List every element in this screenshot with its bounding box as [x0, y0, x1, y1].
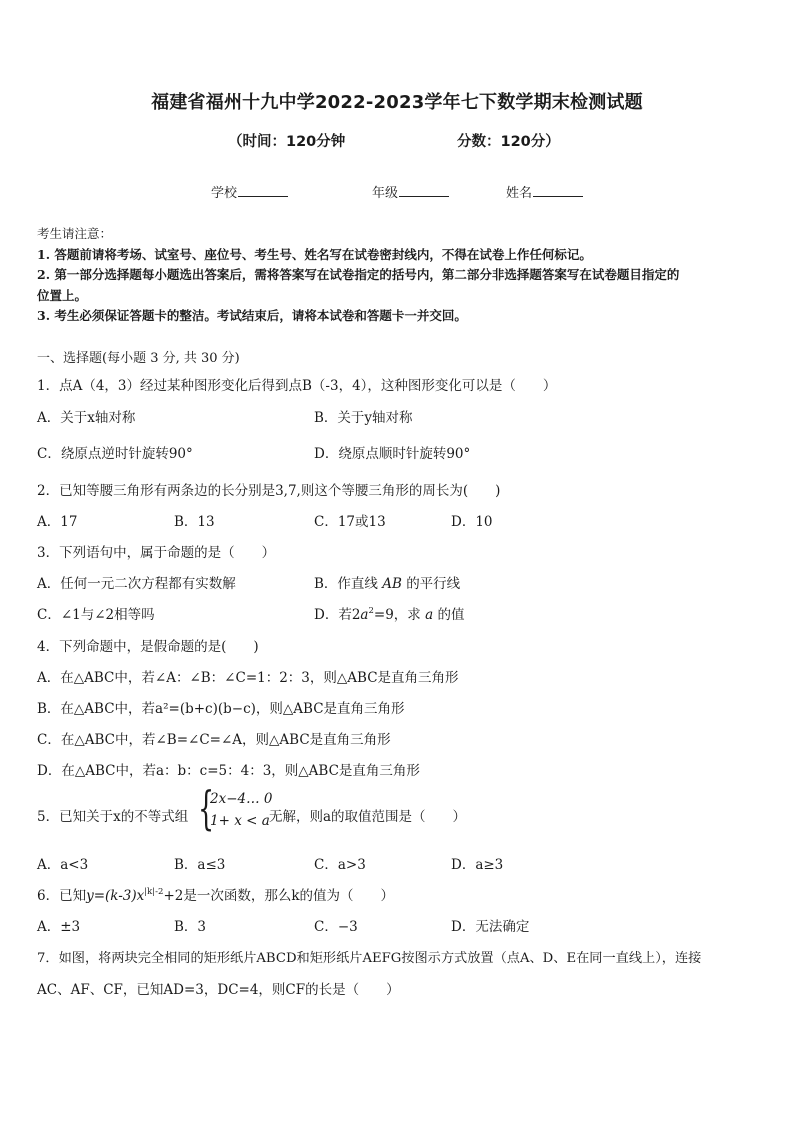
school-field[interactable]: [211, 182, 288, 201]
school-label: 学校: [211, 186, 238, 201]
q3-option-d-sup: 2: [368, 606, 374, 616]
exam-notice: [37, 224, 762, 327]
q4-option-a: A．在△ABC中，若∠A：∠B：∠C=1：2：3，则△ABC是直角三角形: [37, 670, 459, 686]
q5-inequality-2: 1+ x < a: [210, 813, 270, 829]
q3-option-b-text1: B．作直线: [314, 576, 378, 592]
q2-option-c: C．17或13: [314, 514, 386, 530]
section-heading: 一、选择题(每小题 3 分, 共 30 分): [37, 351, 240, 366]
q3-option-d-text2: =9，求: [373, 607, 421, 623]
q3-option-d-text3: 的值: [437, 607, 465, 623]
q3-option-b: [314, 572, 460, 592]
q3-option-a: A．任何一元二次方程都有实数解: [37, 576, 236, 592]
q5-inequality-system: [198, 781, 273, 835]
q5-inequality-1: 2x−4… 0: [210, 791, 273, 807]
notice-item-3: 3. 考生必须保证答题卡的整洁。考试结束后，请将本试卷和答题卡一并交回。: [37, 308, 467, 323]
q1-option-a: A．关于x轴对称: [37, 410, 136, 426]
q5-option-d: D．a≥3: [451, 857, 504, 873]
q6-stem: [37, 884, 394, 904]
q3-option-c: C．∠1与∠2相等吗: [37, 607, 155, 623]
q1-option-d: D．绕原点顺时针旋转90°: [314, 446, 471, 462]
q3-option-d-var2: a: [425, 607, 434, 623]
name-field[interactable]: [506, 182, 583, 201]
grade-label: 年级: [372, 186, 399, 201]
notice-item-2-cont: 位置上。: [37, 287, 88, 303]
q7-stem-line-1: 7．如图，将两块完全相同的矩形纸片ABCD和矩形纸片AEFG按图示方式放置（点A、D、E在同一直线上），连接: [37, 951, 702, 966]
q2-option-d: D．10: [451, 514, 493, 530]
q5-stem-end: 无解，则a的取值范围是（ ）: [269, 809, 467, 825]
q5-stem-start: 5．已知关于x的不等式组: [37, 809, 189, 825]
q6-stem-start: 6．已知: [37, 888, 87, 904]
q4-stem: 4．下列命题中，是假命题的是( ): [37, 639, 259, 655]
notice-item-2: 2. 第一部分选择题每小题选出答案后，需将答案写在试卷指定的括号内，第二部分非选择题答案写在试卷题目指定的: [37, 267, 680, 282]
q5-option-c: C．a>3: [314, 857, 366, 873]
q2-option-a: A．17: [37, 514, 78, 530]
q7-stem-line-2: AC、AF、CF，已知AD=3，DC=4，则CF的长是（ ）: [37, 982, 400, 998]
q5-option-a: A．a<3: [37, 857, 89, 873]
q6-expression: y=(k-3)x: [86, 888, 145, 904]
q4-option-c: C．在△ABC中，若∠B=∠C=∠A，则△ABC是直角三角形: [37, 732, 391, 748]
q4-option-d: D．在△ABC中，若a：b：c=5：4：3，则△ABC是直角三角形: [37, 763, 420, 779]
q3-option-b-var: AB: [382, 576, 402, 592]
q1-option-b: B．关于y轴对称: [314, 410, 413, 426]
q3-stem: 3．下列语句中，属于命题的是（ ）: [37, 545, 276, 561]
school-blank[interactable]: [238, 184, 288, 197]
q3-option-d-text1: D．若2: [314, 607, 361, 623]
name-blank[interactable]: [533, 184, 583, 197]
q3-option-d: [314, 603, 464, 623]
q1-option-c: C．绕原点逆时针旋转90°: [37, 446, 193, 462]
grade-blank[interactable]: [399, 184, 449, 197]
exam-score: 分数：120分）: [457, 134, 560, 150]
q6-option-a: A．±3: [37, 919, 81, 935]
q2-option-b: B．13: [174, 514, 215, 530]
exam-title: 福建省福州十九中学2022-2023学年七下数学期末检测试题: [151, 92, 643, 113]
q2-stem: 2．已知等腰三角形有两条边的长分别是3,7,则这个等腰三角形的周长为( ): [37, 483, 501, 499]
q6-exponent: |k|-2: [144, 887, 164, 897]
q3-option-d-var: a: [360, 607, 369, 623]
q3-option-b-text2: 的平行线: [406, 576, 461, 592]
notice-heading: 考生请注意：: [37, 226, 113, 241]
q6-option-d: D．无法确定: [451, 919, 530, 935]
q5-option-b: B．a≤3: [174, 857, 226, 873]
q4-option-b: B．在△ABC中，若a²=(b+c)(b−c)，则△ABC是直角三角形: [37, 701, 405, 717]
notice-item-1: 1. 答题前请将考场、试室号、座位号、考生号、姓名写在试卷密封线内，不得在试卷上作任何标记。: [37, 246, 592, 262]
q1-stem: 1．点A（4，3）经过某种图形变化后得到点B（-3，4），这种图形变化可以是（ ）: [37, 378, 557, 394]
grade-field[interactable]: [372, 182, 449, 201]
brace-icon: {: [198, 781, 215, 835]
q6-option-b: B．3: [174, 919, 207, 935]
q6-option-c: C．−3: [314, 919, 358, 935]
name-label: 姓名: [506, 186, 533, 201]
exam-time: （时间：120分钟: [228, 134, 346, 150]
q6-stem-end: +2是一次函数，那么k的值为（ ）: [163, 888, 395, 904]
